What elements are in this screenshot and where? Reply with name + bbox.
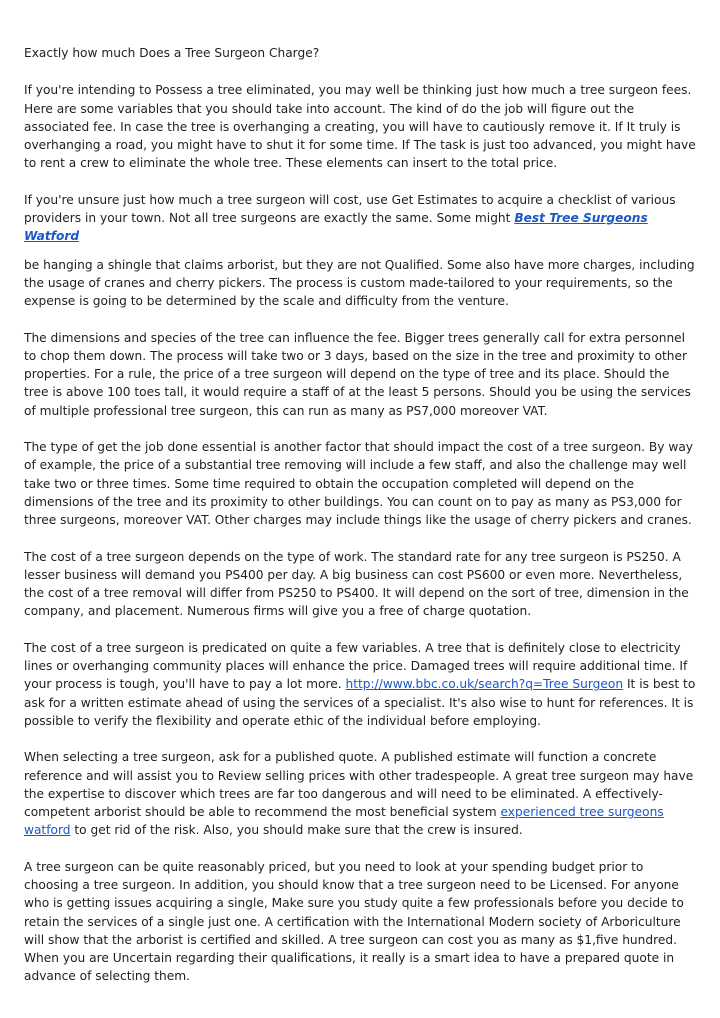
paragraph-8-before: When selecting a tree surgeon, ask for a published quote. A published estimate will function a concrete reference and will assist you to Review selling prices with other tradespeople. A great tree surgeon may have the expertise to discover which trees are far too dangerous and will need to be eliminated. A effectively-competent arborist should be able to recommend the most beneficial system [24, 750, 694, 820]
bbc-search-link[interactable]: http://www.bbc.co.uk/search?q=Tree Surgeon [345, 677, 624, 692]
paragraph-6: The cost of a tree surgeon depends on the type of work. The standard rate for any tree surgeon is PS250. A lesser business will demand you PS400 per day. A big business can cost PS600 or even more. Nevertheless, the cost of a tree removal will differ from PS250 to PS400. It will depend on the sort of tree, dimension in the company, and placement. Numerous firms will give you a free of charge quotation. [24, 549, 689, 619]
paragraph-1: If you're intending to Possess a tree eliminated, you may well be thinking just how much a tree surgeon fees. Here are some variables that you should take into account. The kind of do the job will figure out the associated fee. In case the tree is overhanging a creating, you will have to cautiously remove it. If It truly is overhanging a road, you might have to shut it for some time. If The task is just too advanced, you might have to rent a crew to eliminate the whole tree. These elements can insert to the total price. [24, 83, 696, 171]
paragraph-3: be hanging a shingle that claims arborist, but they are not Qualified. Some also have more charges, including the usage of cranes and cherry pickers. The process is custom made-tailored to your requirements, so the expense is going to be determined by the scale and difficulty from the venture. [24, 257, 695, 309]
paragraph-8 [24, 748, 696, 839]
paragraph-4: The dimensions and species of the tree can influence the fee. Bigger trees generally call for extra personnel to chop them down. The process will take two or 3 days, based on the size in the tree and proximity to other properties. For a rule, the price of a tree surgeon will depend on the type of tree and its place. Should the tree is above 100 toes tall, it would require a staff of at the least 5 persons. Should you be using the services of multiple professional tree surgeon, this can run as many as PS7,000 moreover VAT. [24, 330, 691, 418]
paragraph-7-after: It is best to ask for a written estimate ahead of using the services of a specialist. It's also wise to hunt for references. It is possible to verify the flexibility and operate ethic of the individual before employing. [24, 677, 696, 728]
best-tree-surgeons-link[interactable]: Best Tree Surgeons Watford [24, 211, 648, 244]
paragraph-7-before: The cost of a tree surgeon is predicated on quite a few variables. A tree that is definitely close to electricity lines or overhanging community places will enhance the price. Damaged trees will require additional time. If your process is tough, you'll have to pay a lot more. [24, 640, 688, 692]
paragraph-2-text: If you're unsure just how much a tree surgeon will cost, use Get Estimates to acquire a checklist of various providers in your town. Not all tree surgeons are exactly the same. Some might [24, 192, 676, 226]
paragraph-5: The type of get the job done essential is another factor that should impact the cost of a tree surgeon. By way of example, the price of a substantial tree removing will include a few staff, and also the challenge may well take two or three times. Some time required to obtain the occupation completed will depend on the dimensions of the tree and its proximity to other buildings. You can count on to pay as many as PS3,000 for three surgeons, moreover VAT. Other charges may include things like the usage of cherry pickers and cranes. [24, 440, 694, 528]
paragraph-7 [24, 639, 696, 730]
paragraph-2 [24, 191, 696, 246]
experienced-tree-surgeons-link[interactable]: experienced tree surgeons watford [24, 805, 664, 838]
paragraph-9: A tree surgeon can be quite reasonably priced, but you need to look at your spending budget prior to choosing a tree surgeon. In addition, you should know that a tree surgeon need to be Licensed. For anyone who is getting issues acquiring a single, Make sure you study quite a few professionals before you decide to retain the services of a single just one. A certification with the International Modern society of Arboriculture will show that the arborist is certified and skilled. A tree surgeon can cost you as many as $1,five hundred. When you are Uncertain regarding their qualifications, it really is a smart idea to have a prepared quote in advance of selecting them. [24, 859, 684, 984]
article-title: Exactly how much Does a Tree Surgeon Charge? [24, 46, 320, 60]
paragraph-8-after: to get rid of the risk. Also, you should make sure that the crew is insured. [70, 823, 523, 838]
